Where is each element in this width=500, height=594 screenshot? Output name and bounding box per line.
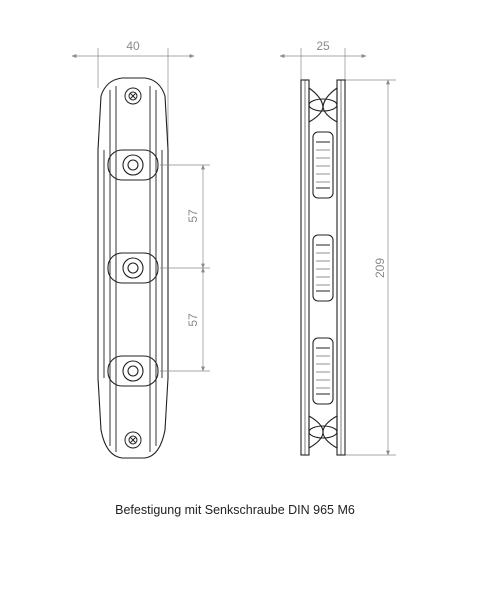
spacing-label-top: 57 [186,209,200,223]
width-dimension-front [72,48,194,150]
sheave-2 [313,235,333,301]
drawing-caption: Befestigung mit Senkschraube DIN 965 M6 [115,503,355,517]
width-label-side: 25 [316,39,330,53]
sheave-3 [313,338,333,404]
front-view [72,48,210,458]
mounting-hole-3 [108,356,158,386]
height-dimension-side [345,80,396,455]
side-view [280,48,396,455]
height-label-side: 209 [373,257,387,279]
sheave-1 [313,132,333,198]
bottom-spool [309,416,337,448]
spacing-label-bottom: 57 [186,313,200,327]
mounting-hole-2 [108,253,158,283]
top-spool [309,88,337,122]
screw-bottom [125,432,141,448]
mounting-hole-1 [108,150,158,180]
screw-top [125,88,141,104]
width-label-front: 40 [126,39,140,53]
